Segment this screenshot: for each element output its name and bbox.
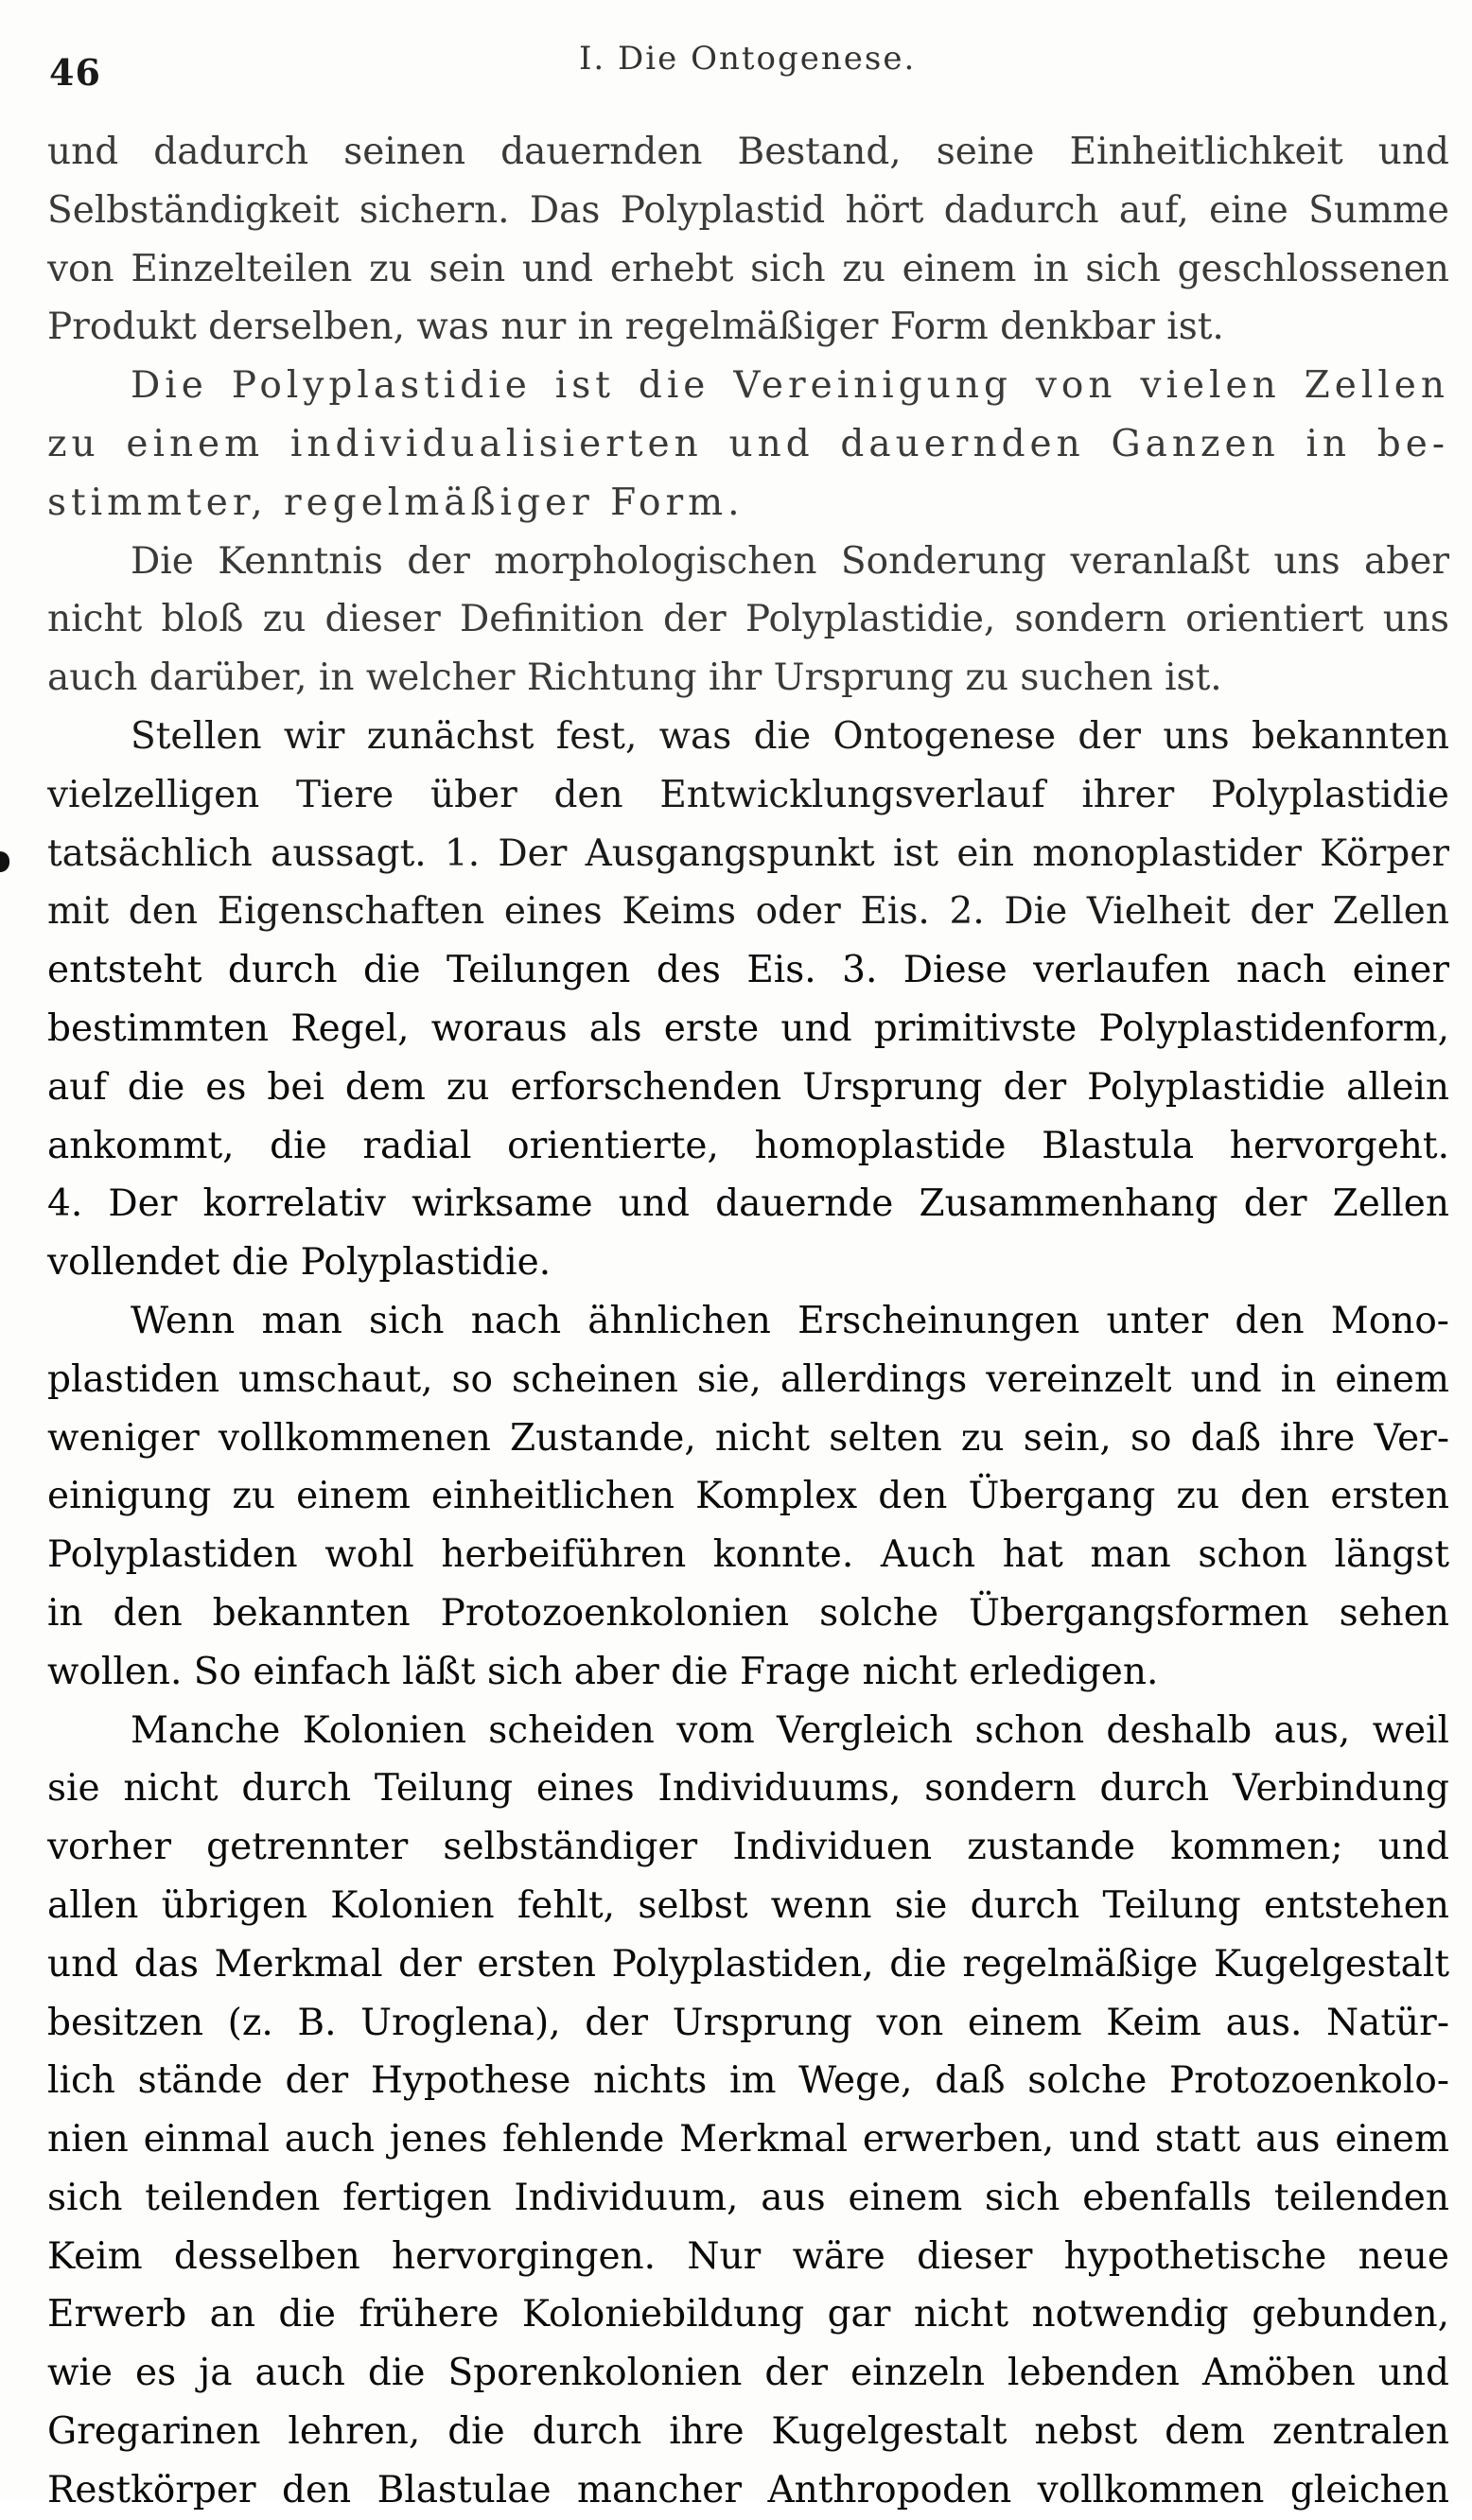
text-line: und das Merkmal der ersten Polyplastiden, die regelmäßige Kugelgestalt <box>47 1942 1449 1986</box>
text-line: mit den Eigenschaften eines Keims oder Eis. 2. Die Vielheit der Zellen <box>47 890 1449 934</box>
text-line: weniger vollkommenen Zustande, nicht selten zu sein, so daß ihre Ver- <box>47 1416 1449 1460</box>
running-head: I. Die Ontogenese. <box>579 40 917 78</box>
body-text <box>47 123 1449 2520</box>
text-line: wollen. So einfach läßt sich aber die Frage nicht erledigen. <box>47 1650 1159 1693</box>
text-line: Wenn man sich nach ähnlichen Erscheinungen unter den Mono- <box>131 1299 1449 1342</box>
text-line: Keim desselben hervorgingen. Nur wäre dieser hypothetische neue <box>47 2234 1449 2278</box>
text-line: von Einzelteilen zu sein und erhebt sich zu einem in sich geschlossenen <box>47 247 1449 290</box>
text-line: vollendet die Polyplastidie. <box>47 1241 552 1285</box>
text-line: bestimmten Regel, woraus als erste und primitivste Polyplastidenform, <box>47 1006 1449 1050</box>
text-line: lich stände der Hypothese nichts im Wege, daß solche Protozoenkolo- <box>47 2059 1449 2103</box>
text-line: Polyplastiden wohl herbeiführen konnte. Auch hat man schon längst <box>47 1533 1449 1577</box>
text-line: vorher getrennter selbständiger Individuen zustande kommen; und <box>47 1826 1449 1869</box>
text-line: tatsächlich aussagt. 1. Der Ausgangspunkt ist ein monoplastider Körper <box>47 831 1449 875</box>
text-line: allen übrigen Kolonien fehlt, selbst wenn sie durch Teilung entstehen <box>47 1883 1449 1927</box>
page-header <box>49 38 1449 104</box>
text-line: auf die es bei dem zu erforschenden Ursprung der Polyplastidie allein <box>47 1065 1449 1109</box>
text-line: Restkörper den Blastulae mancher Anthropoden vollkommen gleichen <box>47 2468 1449 2511</box>
definition-line: zu einem individualisierten und dauernden Ganzen in be- <box>47 422 1449 465</box>
definition-line: Die Polyplastidie ist die Vereinigung von vielen Zellen <box>131 364 1449 408</box>
text-line: besitzen (z. B. Uroglena), der Ursprung von einem Keim aus. Natür- <box>47 2001 1449 2044</box>
text-line: Gregarinen lehren, die durch ihre Kugelgestalt nebst dem zentralen <box>47 2410 1449 2454</box>
text-line: Produkt derselben, was nur in regelmäßiger Form denkbar ist. <box>47 306 1224 349</box>
text-line: sie nicht durch Teilung eines Individuums, sondern durch Verbindung <box>47 1767 1449 1811</box>
page-number: 46 <box>49 51 101 94</box>
text-line: einigung zu einem einheitlichen Komplex den Übergang zu den ersten <box>47 1475 1449 1518</box>
text-line: ankommt, die radial orientierte, homoplastide Blastula hervorgeht. <box>47 1124 1449 1167</box>
text-line: plastiden umschaut, so scheinen sie, allerdings vereinzelt und in einem <box>47 1357 1449 1401</box>
text-line: nien einmal auch jenes fehlende Merkmal erwerben, und statt aus einem <box>47 2118 1449 2161</box>
text-line: entsteht durch die Teilungen des Eis. 3. Diese verlaufen nach einer <box>47 949 1449 992</box>
text-line: auch darüber, in welcher Richtung ihr Ursprung zu suchen ist. <box>47 656 1222 700</box>
text-line: Manche Kolonien scheiden vom Vergleich schon deshalb aus, weil <box>131 1708 1449 1752</box>
definition-line: stimmter, regelmäßiger Form. <box>47 481 745 524</box>
text-line: sich teilenden fertigen Individuum, aus einem sich ebenfalls teilenden <box>47 2176 1449 2219</box>
text-line: vielzelligen Tiere über den Entwicklungsverlauf ihrer Polyplastidie <box>47 773 1449 816</box>
text-line: Selbständigkeit sichern. Das Polyplastid hört dadurch auf, eine Summe <box>47 188 1449 232</box>
text-line: 4. Der korrelativ wirksame und dauernde Zusammenhang der Zellen <box>47 1182 1449 1226</box>
text-line: in den bekannten Protozoenkolonien solche Übergangsformen sehen <box>47 1591 1449 1635</box>
text-line: Die Kenntnis der morphologischen Sonderung veranlaßt uns aber <box>131 539 1449 583</box>
margin-mark <box>0 851 9 872</box>
text-line: und dadurch seinen dauernden Bestand, seine Einheitlichkeit und <box>47 131 1449 173</box>
text-line: wie es ja auch die Sporenkolonien der einzeln lebenden Amöben und <box>47 2352 1449 2395</box>
text-line: Stellen wir zunächst fest, was die Ontogenese der uns bekannten <box>131 714 1449 758</box>
text-line: nicht bloß zu dieser Definition der Polyplastidie, sondern orientiert uns <box>47 598 1449 641</box>
text-line: Erwerb an die frühere Koloniebildung gar nicht notwendig gebunden, <box>47 2293 1449 2336</box>
